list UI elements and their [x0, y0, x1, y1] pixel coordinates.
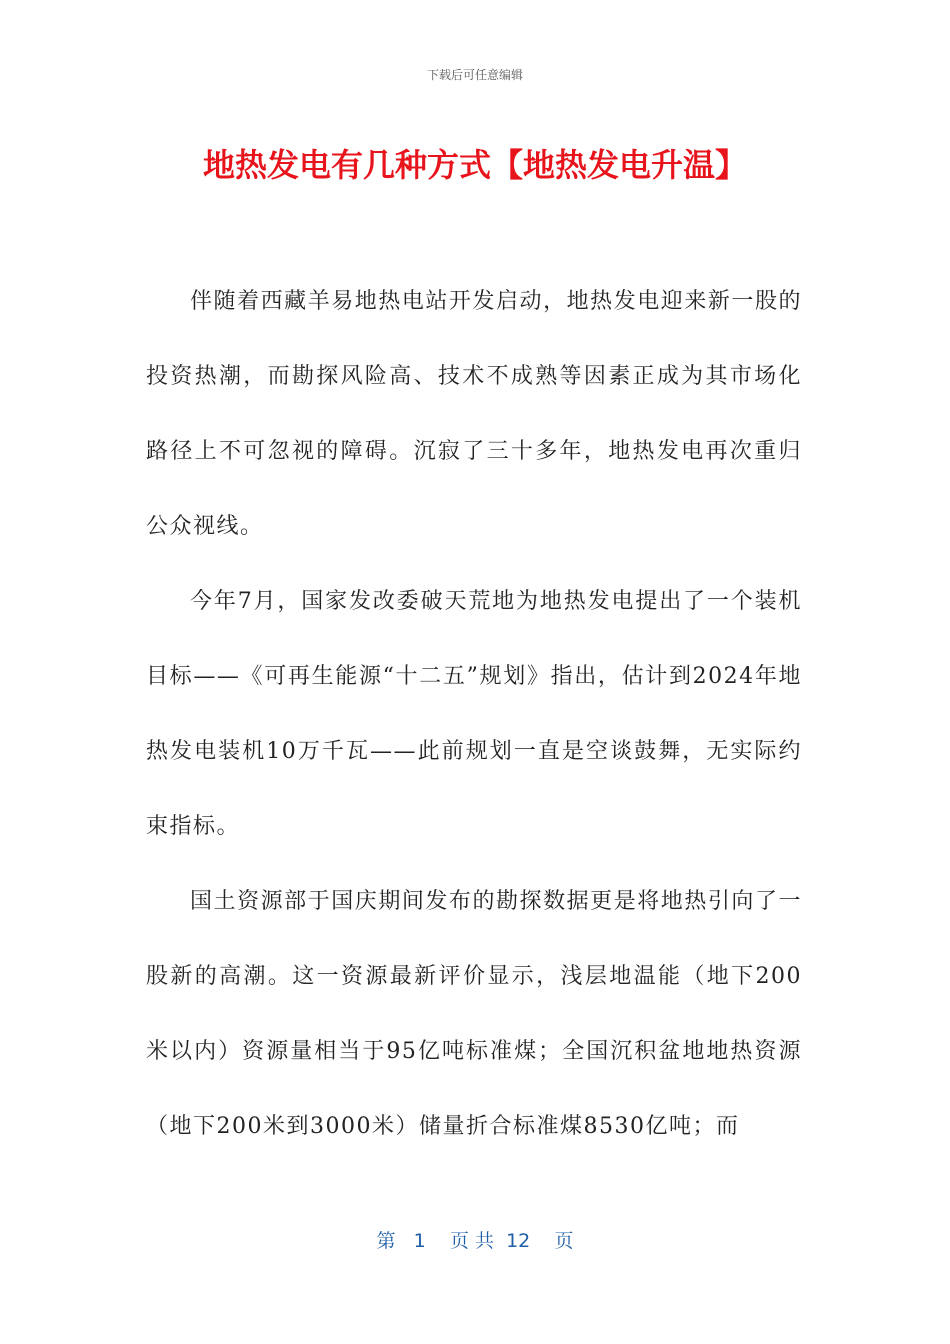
- current-page-number: 1: [413, 1230, 426, 1252]
- total-pages-number: 12: [506, 1230, 531, 1252]
- paragraph-1: 伴随着西藏羊易地热电站开发启动，地热发电迎来新一股的投资热潮，而勘探风险高、技术不成熟等因素正成为其市场化路径上不可忽视的障碍。沉寂了三十多年，地热发电再次重归公众视线。: [146, 289, 802, 539]
- paragraph-3: 国土资源部于国庆期间发布的勘探数据更是将地热引向了一股新的高潮。这一资源最新评价显示，浅层地温能（地下200米以内）资源量相当于95亿吨标准煤；全国沉积盆地地热资源（地下200米到3000米）储量折合标准煤8530亿吨；而: [146, 889, 802, 1139]
- footer-prefix: 第: [376, 1230, 396, 1252]
- document-body: [146, 264, 802, 1164]
- page-footer: [0, 1226, 950, 1253]
- header-note: 下载后可任意编辑: [426, 68, 523, 82]
- paragraph-2: 今年7月，国家发改委破天荒地为地热发电提出了一个装机目标——《可再生能源“十二五”规划》指出，估计到2024年地热发电装机10万千瓦——此前规划一直是空谈鼓舞，无实际约束指标。: [146, 589, 802, 839]
- footer-suffix: 页: [554, 1230, 574, 1252]
- footer-middle: 页 共: [449, 1230, 494, 1252]
- document-title: 地热发电有几种方式【地热发电升温】: [202, 146, 747, 184]
